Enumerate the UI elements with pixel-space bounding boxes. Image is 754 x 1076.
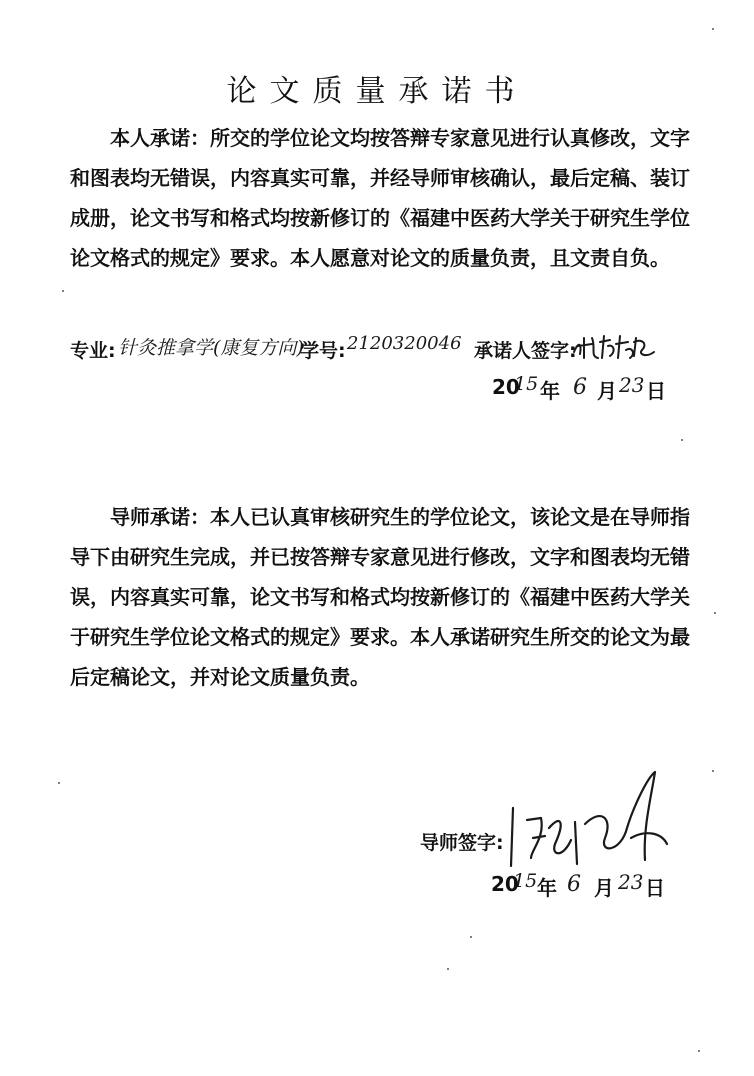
- major-label: 专业:: [70, 340, 116, 362]
- scan-speck: [470, 936, 472, 938]
- page-title: 论文质量承诺书: [226, 74, 528, 110]
- advisor-signature-label: 导师签字:: [420, 832, 504, 854]
- student-date-year: 15: [514, 373, 539, 395]
- student-id-value: 2120320046: [347, 333, 462, 354]
- scan-speck: [58, 782, 60, 784]
- scan-speck: [712, 28, 714, 30]
- scan-speck: [681, 439, 683, 441]
- advisor-date-day-unit: 日: [645, 876, 665, 900]
- student-signature: [570, 328, 660, 364]
- student-date-year-printed: 20: [492, 375, 520, 399]
- advisor-signature: [505, 768, 675, 878]
- student-statement: 本人承诺：所交的学位论文均按答辩专家意见进行认真修改，文字和图表均无错误，内容真实可靠，并经导师审核确认，最后定稿、装订成册，论文书写和格式均按新修订的《福建中医药大学关于研究生学位论文格式的规定》要求。本人愿意对论文的质量负责，且文责自负。: [70, 126, 690, 270]
- advisor-date-year-unit: 年: [537, 876, 557, 900]
- scan-speck: [714, 612, 716, 614]
- student-date-year-unit: 年: [540, 379, 560, 403]
- major-value: 针灸推拿学(康复方向): [118, 337, 304, 359]
- scan-speck: [62, 290, 64, 292]
- advisor-date-year: 15: [513, 870, 538, 892]
- advisor-statement: 导师承诺：本人已认真审核研究生的学位论文，该论文是在导师指导下由研究生完成，并已按答辩专家意见进行修改，文字和图表均无错误，内容真实可靠，论文书写和格式均按新修订的《福建中医药大学关于研究生学位论文格式的规定》要求。本人承诺研究生所交的论文为最后定稿论文，并对论文质量负责。: [70, 505, 690, 689]
- scan-speck: [698, 1050, 700, 1052]
- student-date-day-unit: 日: [646, 379, 666, 403]
- scan-speck: [712, 770, 714, 772]
- advisor-date-day: 23: [618, 870, 644, 894]
- scan-speck: [447, 968, 449, 970]
- student-id-label: 学号:: [300, 340, 346, 362]
- student-date-day: 23: [619, 373, 645, 397]
- student-date-month: 6: [573, 375, 587, 400]
- student-date-month-unit: 月: [597, 379, 617, 403]
- advisor-date-month-unit: 月: [594, 876, 614, 900]
- student-signature-label: 承诺人签字:: [474, 340, 577, 362]
- advisor-date-year-printed: 20: [491, 872, 519, 896]
- advisor-date-month: 6: [567, 872, 581, 897]
